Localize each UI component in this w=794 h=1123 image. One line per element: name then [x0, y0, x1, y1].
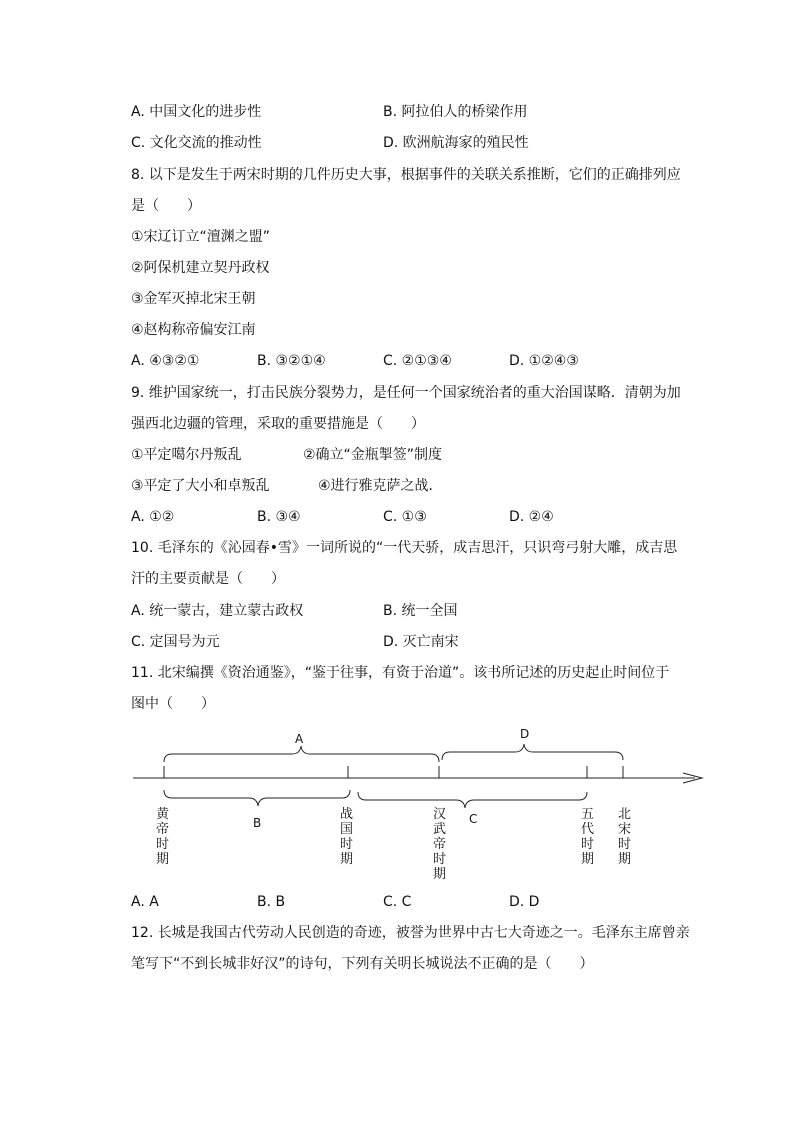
q8-option-d: D. ①②④③ [509, 353, 579, 369]
point-label-char: 期 [433, 867, 447, 882]
q7-option-c: C. 文化交流的推动性 [131, 135, 262, 151]
q8-stem-line1: 8. 以下是发生于两宋时期的几件历史大事，根据事件的关联关系推断，它们的正确排列应 [131, 167, 681, 183]
q11-stem-line2: 图中（ ） [131, 696, 215, 712]
q9-item-1: ①平定噶尔丹叛乱 [131, 447, 242, 463]
q8-item-2: ②阿保机建立契丹政权 [131, 260, 270, 276]
q11-option-d: D. D [509, 894, 540, 910]
q12-stem-line2: 笔写下“不到长城非好汉”的诗句，下列有关明长城说法不正确的是（ ） [131, 956, 594, 972]
brace-b [164, 790, 350, 806]
point-label-char: 时 [433, 852, 447, 867]
point-label-zhanguo [340, 806, 353, 867]
point-label-char: 帝 [156, 822, 170, 837]
q11-option-b: B. B [257, 894, 286, 910]
q9-item-4: ④进行雅克萨之战． [318, 478, 443, 494]
q10-option-a: A. 统一蒙古，建立蒙古政权 [131, 603, 304, 619]
q10-stem-line2: 汗的主要贡献是（ ） [131, 571, 285, 587]
point-label-huangdi [156, 807, 170, 867]
point-label-char: 时 [340, 837, 354, 852]
point-label-hanwudi [433, 807, 446, 882]
brace-label-c: C [469, 812, 478, 826]
brace-label-d: D [520, 727, 530, 741]
q8-option-b: B. ③②①④ [257, 353, 326, 369]
brace-label-b: B [253, 816, 262, 830]
point-label-beisong [618, 807, 631, 867]
q8-option-c: C. ②①③④ [383, 353, 452, 369]
q9-stem-line2: 强西北边疆的管理，采取的重要措施是（ ） [131, 416, 425, 432]
q8-option-a: A. ④③②① [131, 353, 200, 369]
q8-stem-line2: 是（ ） [131, 198, 201, 214]
point-label-char: 北 [618, 807, 632, 822]
timeline-arrow-icon [683, 773, 702, 783]
q9-option-b: B. ③④ [257, 509, 301, 525]
point-label-char: 期 [581, 852, 595, 867]
q9-option-a: A. ①② [131, 509, 175, 525]
q9-item-3: ③平定了大小和卓叛乱 [131, 478, 270, 494]
point-label-char: 武 [433, 822, 447, 837]
q10-option-b: B. 统一全国 [383, 603, 458, 619]
q8-item-1: ①宋辽订立“澶渊之盟” [131, 229, 271, 245]
q7-option-d: D. 欧洲航海家的殖民性 [383, 135, 529, 151]
brace-c [358, 792, 587, 808]
q12-stem-line1: 12. 长城是我国古代劳动人民创造的奇迹，被誉为世界中古七大奇迹之一。毛泽东主席曾亲 [131, 925, 690, 941]
q10-option-c: C. 定国号为元 [131, 634, 220, 650]
point-label-char: 期 [618, 852, 632, 867]
point-label-char: 汉 [433, 807, 447, 822]
point-label-char: 时 [581, 837, 595, 852]
q10-stem-line1: 10. 毛泽东的《沁园春•雪》一词所说的“一代天骄，成吉思汗，只识弯弓射大雕，成吉思 [131, 540, 678, 556]
point-label-char: 五 [581, 807, 595, 822]
point-label-char: 战 [340, 807, 354, 822]
point-label-char: 期 [340, 852, 354, 867]
brace-label-a: A [295, 732, 304, 746]
q7-option-a: A. 中国文化的进步性 [131, 104, 262, 120]
brace-a [164, 746, 439, 762]
q9-item-2: ②确立“金瓶掣签”制度 [303, 447, 443, 463]
brace-d [442, 744, 623, 760]
point-label-wudai [581, 807, 594, 867]
q7-option-b: B. 阿拉伯人的桥梁作用 [383, 104, 528, 120]
q8-item-4: ④赵构称帝偏安江南 [131, 322, 256, 338]
point-label-char: 时 [618, 837, 632, 852]
point-label-char: 期 [156, 852, 170, 867]
q10-option-d: D. 灭亡南宋 [383, 634, 459, 650]
q11-option-c: C. C [383, 894, 412, 910]
point-label-char: 时 [156, 837, 170, 852]
point-label-char: 黄 [156, 807, 170, 822]
point-label-char: 宋 [618, 822, 632, 837]
q11-stem-line1: 11. 北宋编撰《资治通鉴》，“鉴于往事，有资于治道”。该书所记述的历史起止时间位于 [131, 665, 670, 681]
point-label-char: 帝 [433, 837, 447, 852]
q11-option-a: A. A [131, 894, 159, 910]
point-label-char: 国 [340, 822, 354, 837]
q9-option-c: C. ①③ [383, 509, 427, 525]
q8-item-3: ③金军灭掉北宋王朝 [131, 291, 256, 307]
point-label-char: 代 [581, 822, 595, 837]
q9-stem-line1: 9. 维护国家统一，打击民族分裂势力，是任何一个国家统治者的重大治国谋略．清朝为加 [131, 385, 681, 401]
q9-option-d: D. ②④ [509, 509, 554, 525]
